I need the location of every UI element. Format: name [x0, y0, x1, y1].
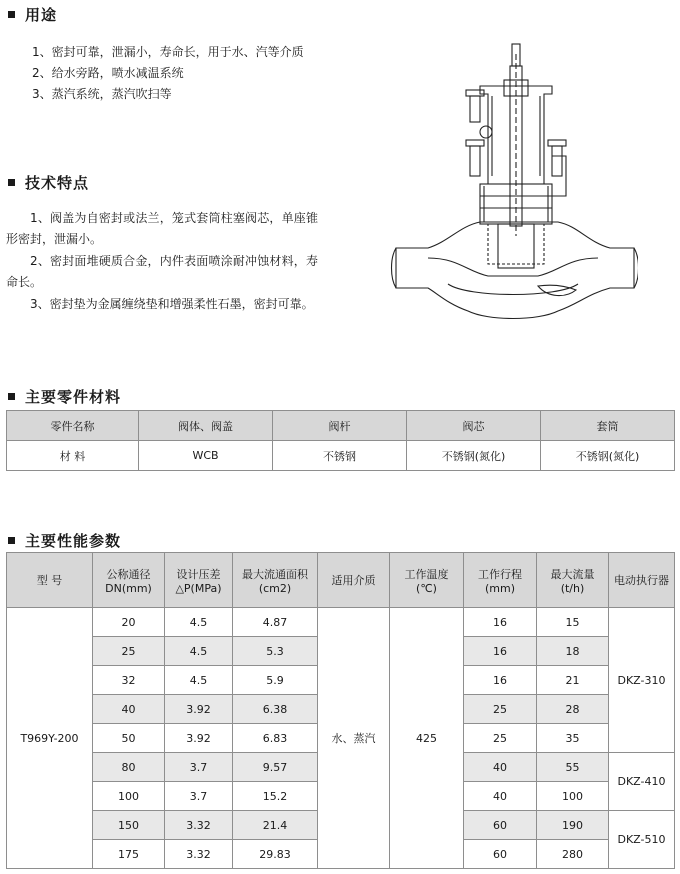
area-cell: 6.38 — [233, 695, 318, 724]
materials-title: 主要零件材料 — [25, 388, 122, 406]
dn-cell: 150 — [93, 811, 165, 840]
dp-cell: 3.32 — [165, 811, 233, 840]
performance-header-cell: 设计压差 △P(MPa) — [165, 553, 233, 608]
area-cell: 5.9 — [233, 666, 318, 695]
feature-paragraph: 3、密封垫为金属缠绕垫和增强柔性石墨，密封可靠。 — [30, 297, 314, 311]
usage-item: 2、给水旁路，喷水减温系统 — [32, 66, 184, 80]
flow-cell: 100 — [537, 782, 609, 811]
area-cell: 9.57 — [233, 753, 318, 782]
features-title: 技术特点 — [25, 174, 90, 192]
materials-header-cell: 阀体、阀盖 — [139, 411, 273, 441]
bullet-square-icon — [8, 393, 15, 400]
dp-cell: 3.7 — [165, 753, 233, 782]
stroke-cell: 16 — [464, 608, 537, 637]
table-row — [7, 608, 675, 637]
flow-cell: 28 — [537, 695, 609, 724]
performance-header-cell: 公称通径 DN(mm) — [93, 553, 165, 608]
performance-header-cell: 型 号 — [7, 553, 93, 608]
performance-heading — [8, 530, 121, 551]
materials-table — [6, 410, 675, 471]
flow-cell: 15 — [537, 608, 609, 637]
performance-header-cell: 最大流通面积 (cm2) — [233, 553, 318, 608]
flow-cell: 55 — [537, 753, 609, 782]
stroke-cell: 16 — [464, 666, 537, 695]
stroke-cell: 25 — [464, 724, 537, 753]
area-cell: 6.83 — [233, 724, 318, 753]
dn-cell: 20 — [93, 608, 165, 637]
feature-paragraph: 1、阀盖为自密封或法兰，笼式套筒柱塞阀芯，单座锥形密封，泄漏小。 — [6, 211, 318, 246]
area-cell: 21.4 — [233, 811, 318, 840]
dn-cell: 100 — [93, 782, 165, 811]
area-cell: 5.3 — [233, 637, 318, 666]
materials-cell: 不锈钢(氮化) — [407, 441, 541, 471]
features-text — [6, 208, 318, 316]
area-cell: 15.2 — [233, 782, 318, 811]
stroke-cell: 16 — [464, 637, 537, 666]
valve-cross-section-drawing — [388, 36, 638, 336]
performance-title: 主要性能参数 — [25, 532, 122, 550]
materials-header-cell: 阀杆 — [273, 411, 407, 441]
dn-cell: 175 — [93, 840, 165, 869]
stroke-cell: 60 — [464, 840, 537, 869]
dn-cell: 25 — [93, 637, 165, 666]
performance-header-cell: 工作行程 (mm) — [464, 553, 537, 608]
flow-cell: 280 — [537, 840, 609, 869]
performance-header-cell: 适用介质 — [318, 553, 390, 608]
usage-heading — [8, 4, 57, 25]
stroke-cell: 40 — [464, 753, 537, 782]
feature-paragraph: 2、密封面堆硬质合金，内件表面喷涂耐冲蚀材料，寿命长。 — [6, 254, 318, 289]
performance-table — [6, 552, 675, 869]
stroke-cell: 60 — [464, 811, 537, 840]
dp-cell: 4.5 — [165, 637, 233, 666]
materials-cell: 材 料 — [7, 441, 139, 471]
area-cell: 4.87 — [233, 608, 318, 637]
temperature-cell: 425 — [390, 608, 464, 869]
model-cell: T969Y-200 — [7, 608, 93, 869]
stroke-cell: 25 — [464, 695, 537, 724]
dn-cell: 80 — [93, 753, 165, 782]
area-cell: 29.83 — [233, 840, 318, 869]
usage-item: 3、蒸汽系统，蒸汽吹扫等 — [32, 87, 172, 101]
usage-list — [32, 42, 304, 105]
performance-header-cell: 电动执行器 — [609, 553, 675, 608]
materials-header-cell: 阀芯 — [407, 411, 541, 441]
features-heading — [8, 172, 89, 193]
performance-header-cell: 工作温度 (℃) — [390, 553, 464, 608]
materials-cell: 不锈钢(氮化) — [541, 441, 675, 471]
performance-header-cell: 最大流量 (t/h) — [537, 553, 609, 608]
stroke-cell: 40 — [464, 782, 537, 811]
dn-cell: 50 — [93, 724, 165, 753]
materials-header-cell: 零件名称 — [7, 411, 139, 441]
dp-cell: 4.5 — [165, 608, 233, 637]
actuator-cell: DKZ-310 — [609, 608, 675, 753]
dn-cell: 40 — [93, 695, 165, 724]
materials-cell: 不锈钢 — [273, 441, 407, 471]
flow-cell: 21 — [537, 666, 609, 695]
bullet-square-icon — [8, 179, 15, 186]
materials-header-cell: 套筒 — [541, 411, 675, 441]
bullet-square-icon — [8, 537, 15, 544]
dp-cell: 3.32 — [165, 840, 233, 869]
materials-cell: WCB — [139, 441, 273, 471]
flow-cell: 18 — [537, 637, 609, 666]
dn-cell: 32 — [93, 666, 165, 695]
usage-title: 用途 — [25, 6, 58, 24]
dp-cell: 3.7 — [165, 782, 233, 811]
materials-heading — [8, 386, 121, 407]
dp-cell: 4.5 — [165, 666, 233, 695]
actuator-cell: DKZ-510 — [609, 811, 675, 869]
dp-cell: 3.92 — [165, 695, 233, 724]
medium-cell: 水、蒸汽 — [318, 608, 390, 869]
dp-cell: 3.92 — [165, 724, 233, 753]
usage-item: 1、密封可靠，泄漏小，寿命长，用于水、汽等介质 — [32, 45, 304, 59]
actuator-cell: DKZ-410 — [609, 753, 675, 811]
flow-cell: 190 — [537, 811, 609, 840]
flow-cell: 35 — [537, 724, 609, 753]
bullet-square-icon — [8, 11, 15, 18]
